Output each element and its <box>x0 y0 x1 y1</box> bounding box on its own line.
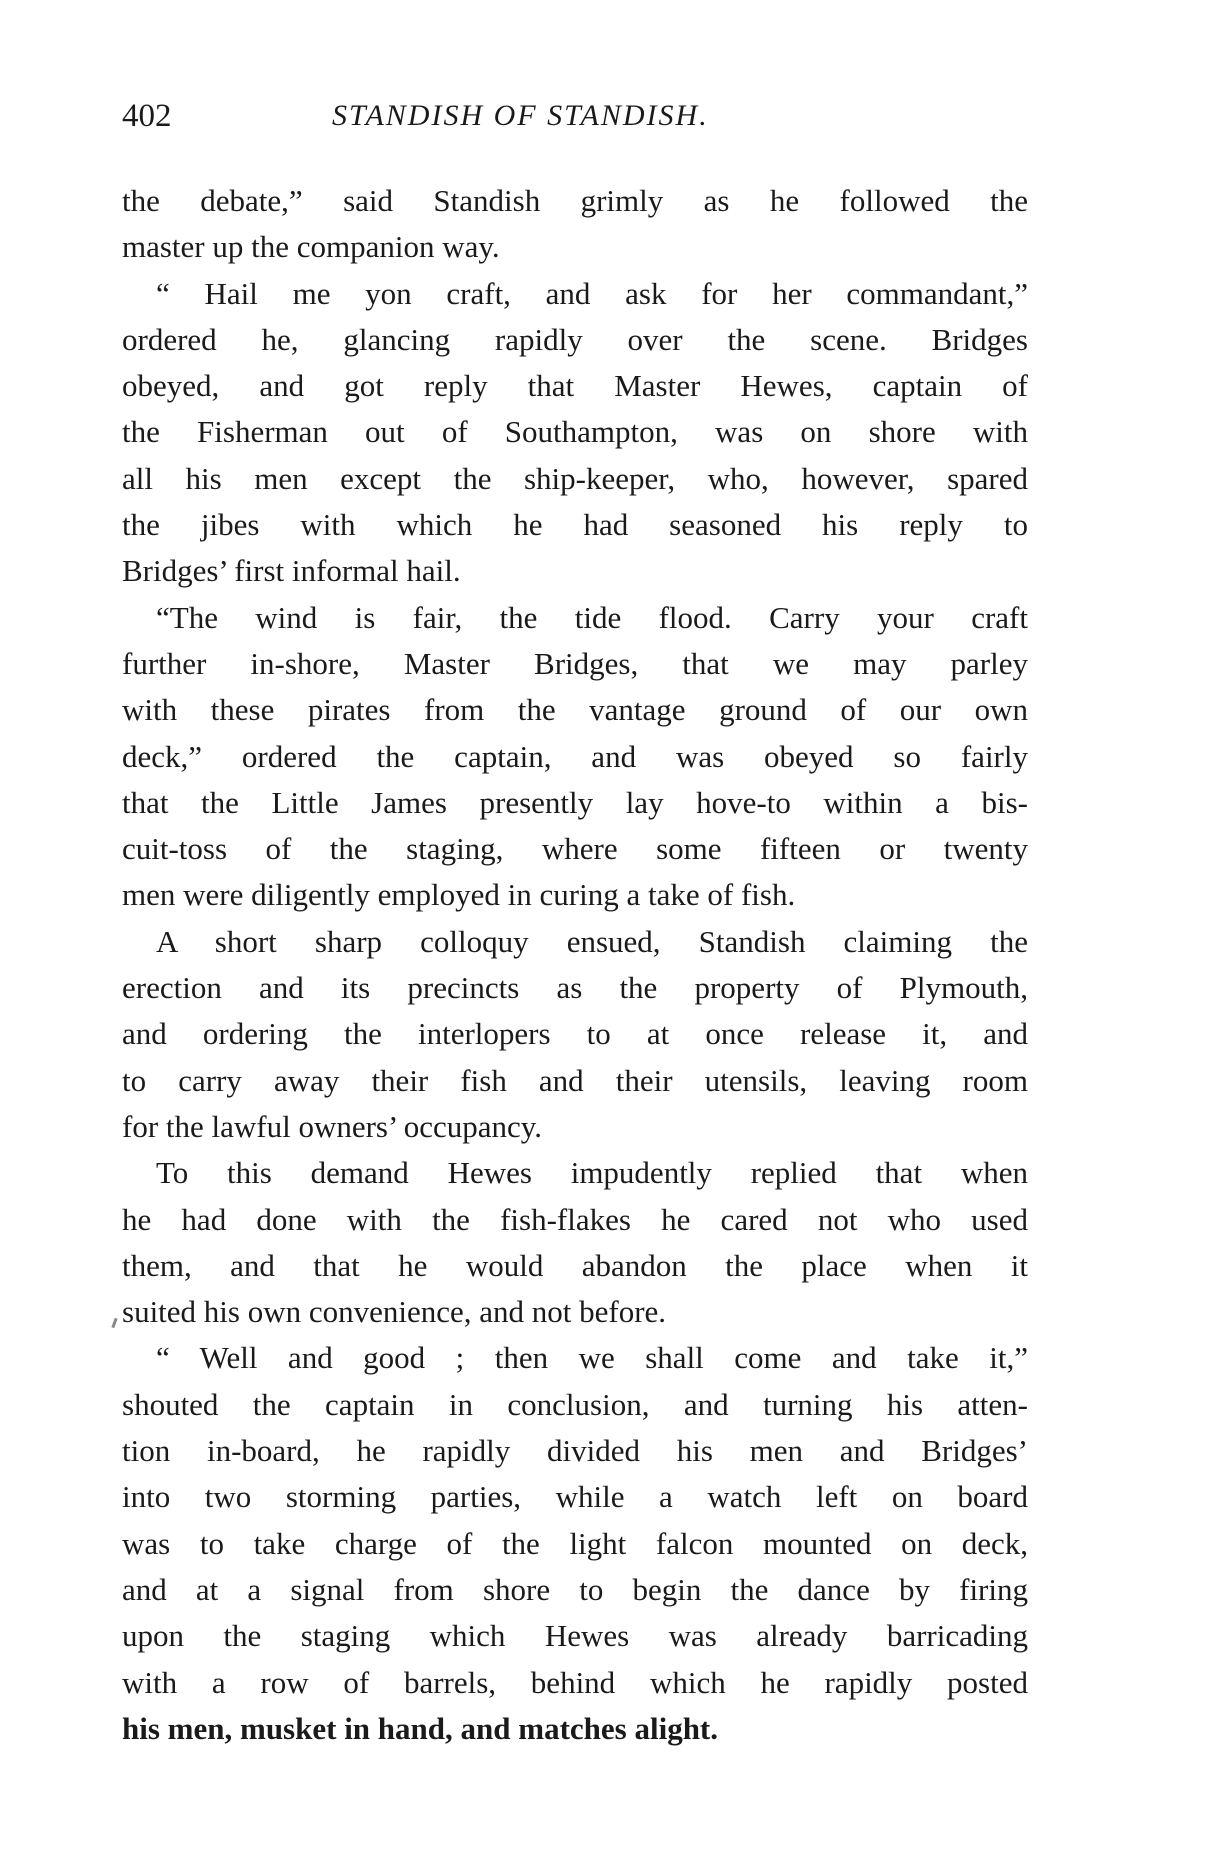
text-line: ordered he, glancing rapidly over the scene. Bridges <box>122 321 1028 357</box>
text-line: the debate,” said Standish grimly as he followed the <box>122 183 1028 218</box>
text-line: “ Well and good ; then we shall come and take it,” <box>156 1340 1028 1376</box>
text-line: his men, musket in hand, and matches alight. <box>122 1710 719 1746</box>
margin-mark <box>111 1318 117 1328</box>
text-line: “The wind is fair, the tide flood. Carry your craft <box>156 599 1028 635</box>
text-line: further in-shore, Master Bridges, that we may parley <box>122 645 1028 681</box>
text-line: suited his own convenience, and not before. <box>122 1294 667 1330</box>
text-line: was to take charge of the light falcon mounted on deck, <box>122 1525 1028 1561</box>
running-title: STANDISH OF STANDISH. <box>332 99 709 132</box>
text-line: deck,” ordered the captain, and was obeyed so fairly <box>122 738 1028 774</box>
text-line: them, and that he would abandon the place when it <box>122 1247 1028 1283</box>
text-line: Bridges’ first informal hail. <box>122 553 461 589</box>
text-line: for the lawful owners’ occupancy. <box>122 1108 543 1144</box>
text-line: all his men except the ship-keeper, who, however, spared <box>122 460 1028 496</box>
text-line: shouted the captain in conclusion, and turning his atten- <box>122 1386 1028 1422</box>
text-line: upon the staging which Hewes was already barricading <box>122 1618 1028 1654</box>
text-line: the Fisherman out of Southampton, was on shore with <box>122 414 1028 450</box>
text-line: he had done with the fish-flakes he cared not who used <box>122 1201 1028 1237</box>
text-line: into two storming parties, while a watch left on board <box>122 1479 1028 1515</box>
text-line: To this demand Hewes impudently replied that when <box>156 1155 1028 1191</box>
text-line: master up the companion way. <box>122 229 500 265</box>
text-line: erection and its precincts as the property of Plymouth, <box>122 970 1028 1006</box>
text-line: men were diligently employed in curing a take of fish. <box>122 877 796 913</box>
text-line: with these pirates from the vantage ground of our own <box>122 692 1028 728</box>
body-text <box>122 178 1028 1752</box>
page-header <box>122 92 1032 140</box>
text-line: cuit-toss of the staging, where some fifteen or twenty <box>122 831 1028 867</box>
text-line: with a row of barrels, behind which he rapidly posted <box>122 1664 1028 1700</box>
text-line: and at a signal from shore to begin the dance by firing <box>122 1571 1028 1607</box>
text-line: that the Little James presently lay hove-to within a bis- <box>122 784 1028 820</box>
text-line: to carry away their fish and their utensils, leaving room <box>122 1062 1028 1098</box>
text-line: A short sharp colloquy ensued, Standish claiming the <box>156 923 1028 959</box>
text-line: obeyed, and got reply that Master Hewes, captain of <box>122 368 1028 404</box>
text-line: tion in-board, he rapidly divided his men and Bridges’ <box>122 1433 1028 1469</box>
text-line: and ordering the interlopers to at once release it, and <box>122 1016 1028 1052</box>
page-number: 402 <box>122 98 172 134</box>
text-line: “ Hail me yon craft, and ask for her commandant,” <box>156 275 1028 311</box>
text-line: the jibes with which he had seasoned his reply to <box>122 507 1028 543</box>
